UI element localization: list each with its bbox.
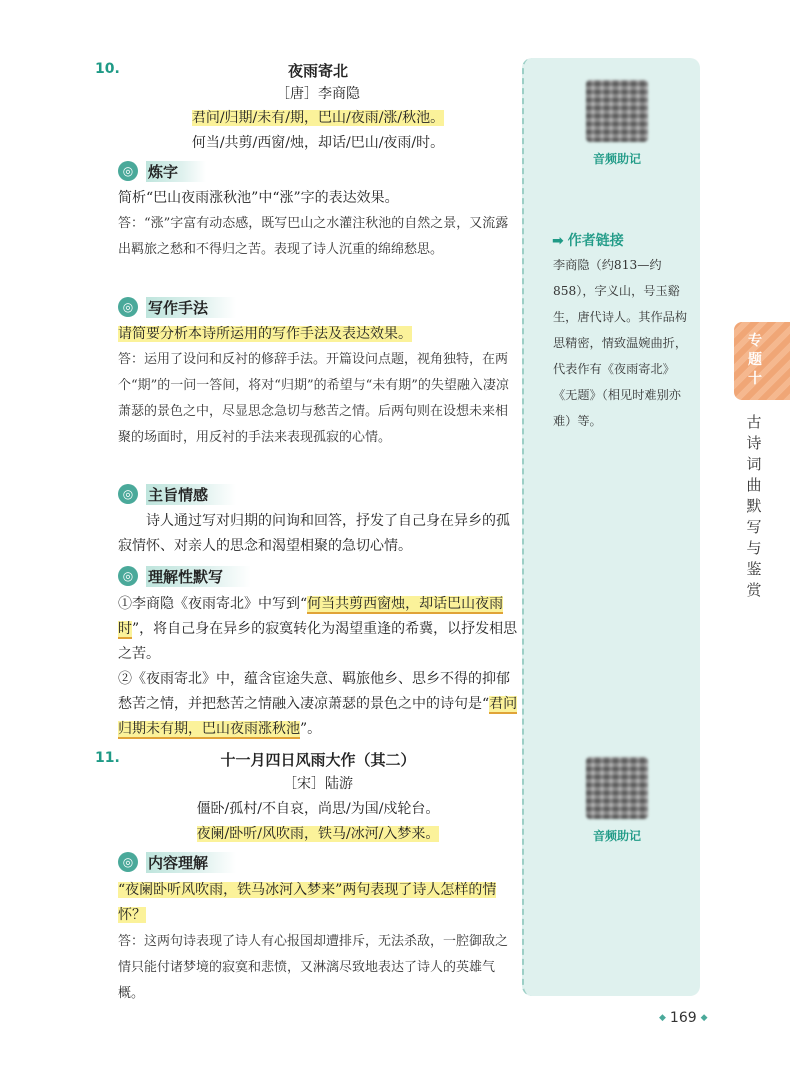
- question-moxie-2: ②《夜雨寄北》中，蕴含宦途失意、羁旅他乡、思乡不得的抑郁愁苦之情，并把愁苦之情融入凄凉萧瑟的景色之中的诗句是“君问归期未有期，巴山夜雨涨秋池”。: [118, 671, 518, 737]
- target-icon: ◎: [118, 297, 138, 317]
- target-icon: ◎: [118, 852, 138, 872]
- sidebar-panel: [522, 58, 700, 996]
- poem-line-10-2: 何当/共剪/西窗/烛，却话/巴山/夜雨/时。: [191, 135, 445, 151]
- page-number: ◆ 169 ◆: [659, 1010, 708, 1026]
- poem-line-11-2: 夜阑/卧听/风吹雨，铁马/冰河/入梦来。: [196, 826, 440, 842]
- qr-code-2[interactable]: [586, 757, 648, 819]
- poem-line-11-1: 僵卧/孤村/不自哀，尚思/为国/戍轮台。: [196, 801, 440, 817]
- answer-xiezuo: 答：运用了设问和反衬的修辞手法。开篇设问点题，视角独特，在两个“期”的一问一答间，将对“归期”的希望与“未有期”的失望融入凄凉萧瑟的景色之中，尽显思念急切与愁苦之情。后两句则在设想未来相聚的场面时，用反衬的手法来表现孤寂的心情。: [118, 352, 509, 445]
- target-icon: ◎: [118, 161, 138, 181]
- question-lianzi: 简析“巴山夜雨涨秋池”中“涨”字的表达效果。: [118, 190, 399, 206]
- text-zhuzhi: 诗人通过写对归期的问询和回答，抒发了自己身在异乡的孤寂情怀、对亲人的思念和渴望相聚的急切心情。: [118, 513, 510, 554]
- item-number-10: 10.: [95, 61, 120, 77]
- arrow-right-icon: ➡: [552, 233, 564, 249]
- chapter-tab-label: 专题十: [748, 333, 762, 387]
- author-link-heading: ➡ 作者链接: [552, 233, 624, 249]
- answer-neirong: 答：这两句诗表现了诗人有心报国却遭排斥，无法杀敌，一腔御敌之情只能付诸梦境的寂寞和悲愤，又淋漓尽致地表达了诗人的英雄气概。: [118, 934, 509, 1001]
- diamond-icon: ◆: [700, 1013, 708, 1023]
- section-heading-lianzi: ◎ 炼字: [118, 159, 206, 183]
- question-moxie-1: ①李商隐《夜雨寄北》中写到“何当共剪西窗烛，却话巴山夜雨时”，将自己身在异乡的寂寞转化为渴望重逢的希冀，以抒发相思之苦。: [118, 596, 518, 662]
- poem-author-11: ［宋］陆游: [283, 776, 353, 792]
- target-icon: ◎: [118, 484, 138, 504]
- diamond-icon: ◆: [659, 1013, 666, 1023]
- poem-title-10: 夜雨寄北: [287, 62, 348, 80]
- section-heading-neirong: ◎ 内容理解: [118, 850, 236, 874]
- section-heading-zhuzhi: ◎ 主旨情感: [118, 482, 236, 506]
- author-link-text: 李商隐（约813—约858），字义山，号玉谿生，唐代诗人。其作品构思精密，情致温婉曲折，代表作有《夜雨寄北》《无题》（相见时难别亦难）等。: [553, 258, 688, 428]
- target-icon: ◎: [118, 566, 138, 586]
- poem-line-10-1: 君问/归期/未有/期，巴山/夜雨/涨/秋池。: [191, 110, 445, 126]
- audio-label-1: 音频助记: [593, 152, 642, 166]
- qr-code-1[interactable]: [586, 80, 648, 142]
- chapter-title-vertical: 古诗词曲默写与鉴赏: [746, 413, 762, 599]
- poem-title-11: 十一月四日风雨大作（其二）: [220, 751, 416, 769]
- section-heading-moxie: ◎ 理解性默写: [118, 564, 251, 588]
- question-xiezuo: 请简要分析本诗所运用的写作手法及表达效果。: [118, 326, 412, 342]
- answer-lianzi: 答：“涨”字富有动态感，既写巴山之水灌注秋池的自然之景，又流露出羁旅之愁和不得归之苦。表现了诗人沉重的绵绵愁思。: [118, 216, 509, 257]
- question-neirong: “夜阑卧听风吹雨，铁马冰河入梦来”两句表现了诗人怎样的情怀？: [118, 882, 497, 923]
- section-heading-xiezuo: ◎ 写作手法: [118, 295, 236, 319]
- poem-author-10: ［唐］李商隐: [276, 86, 360, 102]
- item-number-11: 11.: [95, 750, 120, 766]
- audio-label-2: 音频助记: [593, 829, 642, 843]
